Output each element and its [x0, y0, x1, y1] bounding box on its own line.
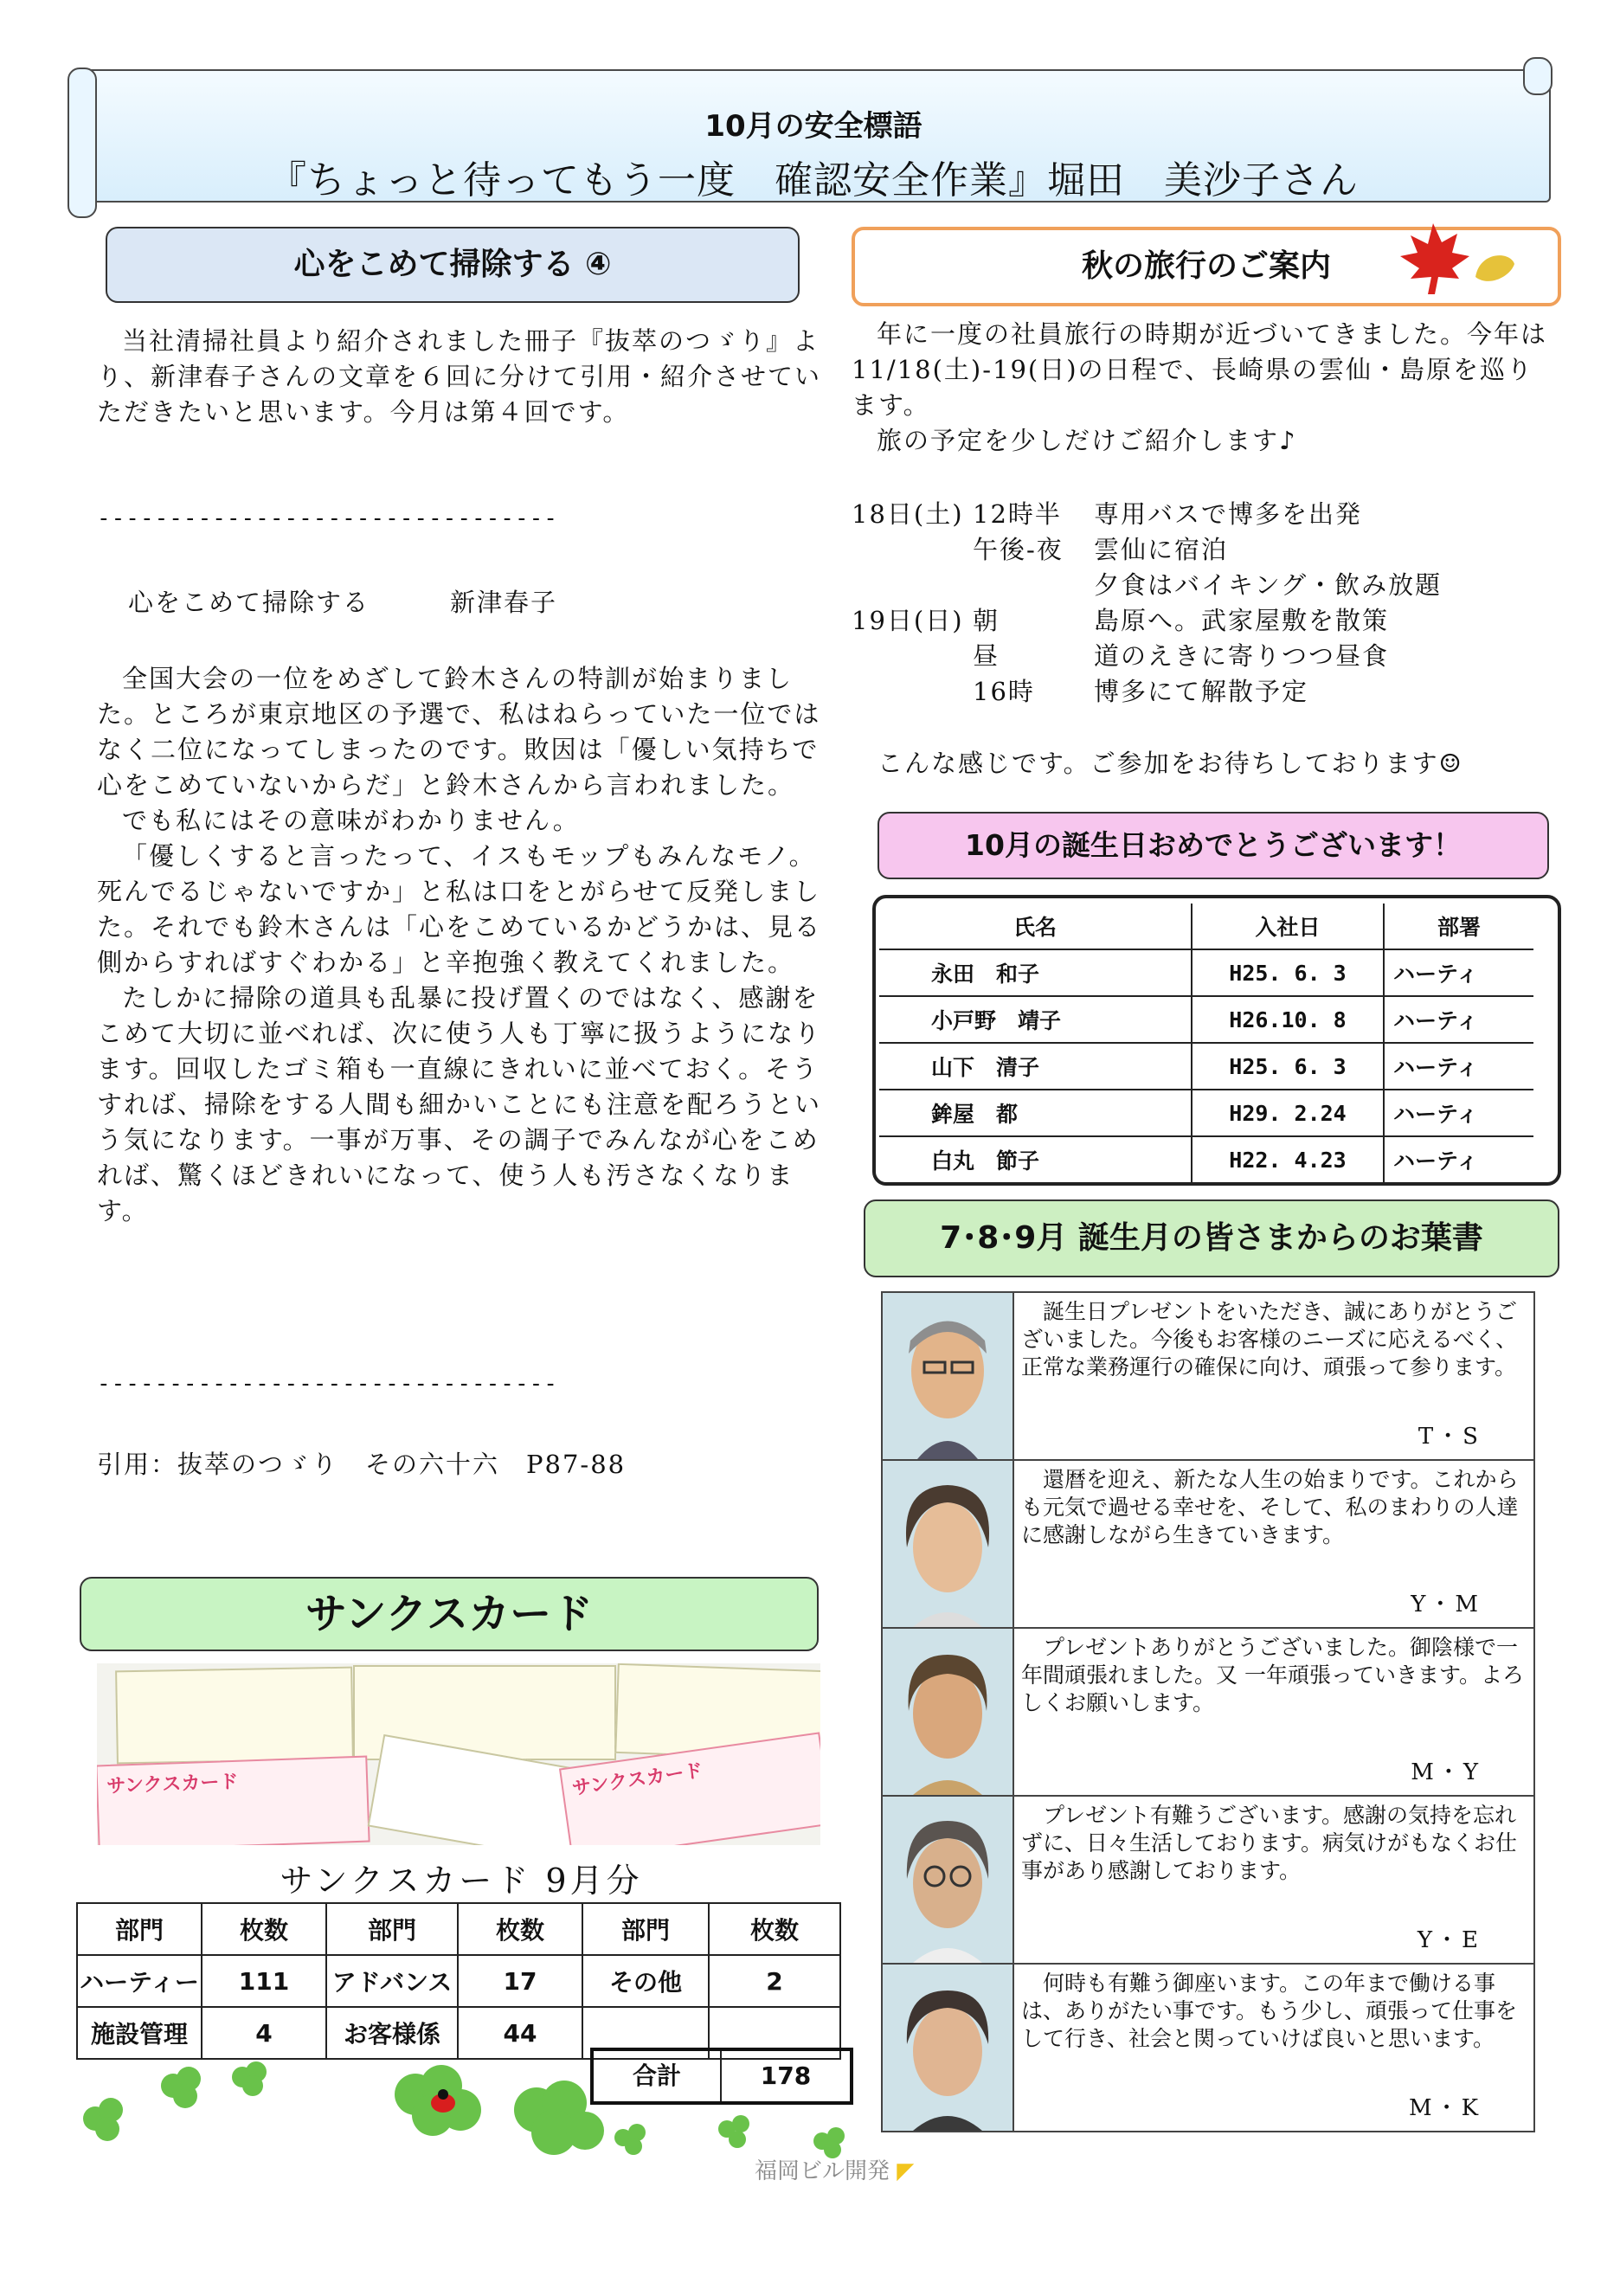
message-signature: Y・E: [1417, 1927, 1482, 1953]
trip-intro2: 旅の予定を少しだけご紹介します♪: [877, 426, 1297, 455]
table-header-row: [77, 1903, 840, 1955]
card-title: サンクスカード: [106, 1771, 239, 1798]
schedule-time: 昼: [973, 641, 1000, 671]
table-header-row: [879, 904, 1533, 949]
column-header: 氏名: [879, 904, 1192, 949]
table-row: [879, 1090, 1533, 1136]
schedule-time: 12時半: [973, 499, 1062, 529]
table-row: [77, 1955, 840, 2007]
cleaning-article: [97, 324, 824, 430]
card-image: [97, 1756, 370, 1845]
messages-list: [881, 1291, 1535, 2132]
thanks-card-heading: サンクスカード: [80, 1577, 819, 1651]
schedule-row: [852, 603, 1554, 639]
count-cell: 17: [458, 1955, 582, 2007]
paragraph: でも私にはその意味がわかりません。: [122, 806, 580, 835]
trip-schedule: [852, 497, 1554, 710]
birthday-heading: 10月の誕生日おめでとうございます！: [878, 812, 1549, 879]
schedule-row: [852, 532, 1554, 568]
total-value: 178: [760, 2061, 812, 2090]
schedule-desc: 博多にて解散予定: [1094, 677, 1309, 706]
table-row: [879, 1043, 1533, 1090]
card-image: [115, 1667, 354, 1765]
count-cell: 44: [458, 2007, 582, 2059]
message-text: 還暦を迎え、新たな人生の始まりです。これからも元気で過せる幸せを、そして、私のまわりの人達に感謝しながら生きていきます。: [1021, 1467, 1519, 1547]
company-logo: [755, 2153, 914, 2185]
message-text: プレゼントありがとうございました。御陰様で一年間頑張れました。又 一年頑張っていきます。よろしくお願いします。: [1021, 1635, 1524, 1715]
portrait-photo: [883, 1293, 1014, 1459]
thanks-card-table: [76, 1902, 841, 2060]
message-item: [883, 1965, 1533, 2131]
dept-cell: 施設管理: [77, 2007, 202, 2059]
dept-cell: ハーティ: [1384, 996, 1533, 1043]
date-cell: H22. 4.23: [1192, 1136, 1384, 1182]
total-label: 合計: [594, 2051, 722, 2101]
message-item: [883, 1629, 1533, 1797]
schedule-day: [852, 532, 973, 568]
schedule-desc: 道のえきに寄りつつ昼食: [1094, 641, 1390, 671]
schedule-desc: 夕食はバイキング・飲み放題: [1094, 570, 1443, 600]
schedule-day: [852, 568, 973, 603]
dept-cell: ハーティ: [1384, 1136, 1533, 1182]
divider: --------------------------------: [97, 1371, 558, 1397]
cleaning-intro: 当社清掃社員より紹介されました冊子『抜萃のつゞり』より、新津春子さんの文章を６回に分けて引用・紹介させていただきたいと思います。今月は第４回です。: [97, 326, 822, 427]
schedule-row: [852, 674, 1554, 710]
schedule-day: 18日(土): [852, 499, 964, 529]
portrait-photo: [883, 1629, 1014, 1795]
schedule-time: 朝: [973, 606, 1000, 635]
divider: --------------------------------: [97, 505, 558, 531]
dept-cell: ハーティー: [77, 1955, 202, 2007]
date-cell: H29. 2.24: [1192, 1090, 1384, 1136]
name-cell: 永田 和子: [879, 949, 1192, 996]
trip-closing: こんな感じです。ご参加をお待ちしております☺: [878, 749, 1463, 778]
clover-decoration: [69, 2060, 865, 2164]
banner-title: 10月の安全標語: [704, 109, 922, 144]
logo-mark-icon: ◤: [897, 2158, 915, 2184]
message-item: [883, 1293, 1533, 1461]
dept-cell: お客様係: [326, 2007, 458, 2059]
table-row: [879, 1136, 1533, 1182]
trip-body: [852, 317, 1554, 459]
schedule-row: [852, 497, 1554, 532]
logo-text: 福岡ビル開発: [755, 2158, 890, 2184]
date-cell: H25. 6. 3: [1192, 1043, 1384, 1090]
trip-intro: 年に一度の社員旅行の時期が近づいてきました。今年は11/18(土)-19(日)の日程で、長崎県の雲仙・島原を巡ります。: [852, 319, 1548, 420]
dept-cell: ハーティ: [1384, 1090, 1533, 1136]
schedule-desc: 雲仙に宿泊: [1094, 535, 1229, 564]
count-cell: 4: [202, 2007, 326, 2059]
schedule-desc: 専用バスで博多を出発: [1094, 499, 1363, 529]
name-cell: 小戸野 靖子: [879, 996, 1192, 1043]
schedule-time: 午後-夜: [973, 535, 1064, 564]
paragraph: たしかに掃除の道具も乱暴に投げ置くのではなく、感謝をこめて大切に並べれば、次に使う人も丁寧に扱うようになります。回収したゴミ箱も一直線にきれいに並べておく。そうすれば、掃除をする人間も細かいことにも注意を配ろうという気になります。一事が万事、その調子でみんなが心をこめれば、驚くほどきれいになって、使う人も汚さなくなります。: [97, 983, 822, 1225]
safety-slogan: 『ちょっと待ってもう一度 確認安全作業』堀田 美沙子さん: [268, 158, 1359, 203]
paragraph: 「優しくすると言ったって、イスもモップもみんなモノ。死んでるじゃないですか」と私は口をとがらせて反発しました。それでも鈴木さんは「心をこめているかどうかは、見る側からすればすぐわかる」と辛抱強く教えてくれました。: [97, 841, 822, 977]
message-signature: M・K: [1408, 2095, 1482, 2121]
column-header: 枚数: [202, 1903, 326, 1955]
messages-heading: 7･8･9月 誕生月の皆さまからのお葉書: [864, 1199, 1559, 1277]
message-signature: Y・M: [1411, 1592, 1482, 1617]
birthday-table: [879, 904, 1533, 1182]
column-header: 枚数: [709, 1903, 840, 1955]
column-header: 部署: [1384, 904, 1533, 949]
portrait-photo: [883, 1797, 1014, 1963]
schedule-day: [852, 674, 973, 710]
count-cell: 111: [202, 1955, 326, 2007]
maple-leaf-icon: [1393, 216, 1523, 303]
table-row: [879, 949, 1533, 996]
name-cell: 白丸 節子: [931, 1148, 1040, 1174]
schedule-day: [852, 639, 973, 674]
article-title-line: 心をこめて掃除する 新津春子: [128, 588, 558, 617]
schedule-row: [852, 568, 1554, 603]
card-title: サンクスカード: [570, 1759, 704, 1800]
message-item: [883, 1461, 1533, 1629]
column-header: 部門: [77, 1903, 202, 1955]
column-header: 部門: [582, 1903, 709, 1955]
count-cell: 2: [709, 1955, 840, 2007]
citation: 引用：抜萃のつゞり その六十六 P87-88: [97, 1450, 627, 1479]
schedule-time: 16時: [973, 677, 1035, 706]
column-header: 入社日: [1192, 904, 1384, 949]
portrait-photo: [883, 1461, 1014, 1627]
dept-cell: アドバンス: [326, 1955, 458, 2007]
schedule-day: 19日(日): [852, 606, 964, 635]
message-text: 誕生日プレゼントをいただき、誠にありがとうございました。今後もお客様のニーズに応えるべく、正常な業務運行の確保に向け、頑張って参ります。: [1021, 1299, 1518, 1380]
message-text: プレゼント有難うございます。感謝の気持を忘れずに、日々生活しております。病気けがもなくお仕事があり感謝しております。: [1021, 1803, 1518, 1883]
name-cell: 山下 清子: [879, 1043, 1192, 1090]
trip-heading-text: 秋の旅行のご案内: [1081, 248, 1331, 284]
table-row: [879, 996, 1533, 1043]
column-header: 枚数: [458, 1903, 582, 1955]
dept-cell: その他: [582, 1955, 709, 2007]
scroll-curl-right: [1523, 57, 1552, 95]
paragraph: 全国大会の一位をめざして鈴木さんの特訓が始まりました。ところが東京地区の予選で、私はねらっていた一位ではなく二位になってしまったのです。敗因は「優しい気持ちで心をこめていないからだ」と鈴木さんから言われました。: [97, 664, 821, 800]
message-text: 何時も有難う御座います。この年まで働ける事は、ありがたい事です。もう少し、頑張って仕事をして行き、社会と関っていけば良いと思います。: [1021, 1971, 1518, 2051]
message-item: [883, 1797, 1533, 1965]
thanks-card-subtitle: サンクスカード 9月分: [280, 1862, 643, 1900]
message-signature: M・Y: [1411, 1759, 1482, 1785]
dept-cell: ハーティ: [1384, 949, 1533, 996]
date-cell: H26.10. 8: [1192, 996, 1384, 1043]
thanks-card-photo: [97, 1663, 820, 1845]
portrait-photo: [883, 1965, 1014, 2131]
message-signature: T・S: [1418, 1424, 1482, 1450]
name-cell: 鉾屋 都: [879, 1090, 1192, 1136]
schedule-row: [852, 639, 1554, 674]
cleaning-heading: 心をこめて掃除する ④: [106, 227, 800, 303]
column-header: 部門: [326, 1903, 458, 1955]
date-cell: H25. 6. 3: [1192, 949, 1384, 996]
article-body: [97, 661, 824, 1229]
schedule-time: [973, 568, 1094, 603]
schedule-desc: 島原へ。武家屋敷を散策: [1094, 606, 1390, 635]
dept-cell: ハーティ: [1384, 1043, 1533, 1090]
